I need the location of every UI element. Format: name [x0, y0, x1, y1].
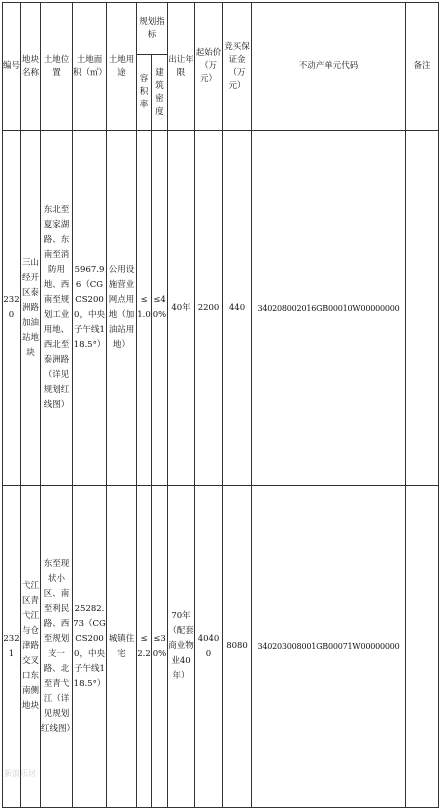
- cell-deposit: 8080: [223, 486, 252, 808]
- cell-location: 东至现状小区、南至利民路、西至规划支一路、北至青弋江（详见规划红线图）: [41, 486, 73, 808]
- cell-deposit: 440: [223, 131, 252, 486]
- cell-term: 40年: [168, 131, 195, 486]
- cell-remark: [406, 131, 439, 486]
- cell-use: 公用设施营业网点用地（加油站用地）: [107, 131, 137, 486]
- cell-start-price: 40400: [195, 486, 223, 808]
- header-num: 编号: [3, 3, 21, 131]
- cell-density: ≤30%: [152, 486, 168, 808]
- cell-term: 70年（配套商业物业40年）: [168, 486, 195, 808]
- cell-area: 25282.73（CGCS2000，中央子午线118.5°）: [73, 486, 107, 808]
- cell-density: ≤40%: [152, 131, 168, 486]
- cell-plot-ratio: ≤2.2: [137, 486, 152, 808]
- header-start-price: 起始价（万元）: [195, 3, 223, 131]
- header-remark: 备注: [406, 3, 439, 131]
- cell-num: 2320: [3, 131, 21, 486]
- cell-remark: [406, 486, 439, 808]
- header-deposit: 竞买保证金（万元）: [223, 3, 252, 131]
- header-density: 建筑密度: [152, 55, 168, 131]
- watermark: 新浪乐居: [4, 769, 36, 778]
- header-planning: 规划指标: [137, 3, 168, 55]
- cell-name: 弋江区青弋江与仓津路交叉口东南侧地块: [21, 486, 41, 808]
- header-use: 土地用途: [107, 3, 137, 131]
- cell-unit-code: 340203008001GB00071W00000000: [252, 486, 406, 808]
- header-area: 土地面积（㎡）: [73, 3, 107, 131]
- land-parcel-table: [2, 2, 439, 808]
- cell-unit-code: 340208002016GB00010W00000000: [252, 131, 406, 486]
- cell-area: 5967.96（CGCS2000，中央子午线118.5°）: [73, 131, 107, 486]
- header-unit-code: 不动产单元代码: [252, 3, 406, 131]
- cell-use: 城镇住宅: [107, 486, 137, 808]
- cell-plot-ratio: ≤1.0: [137, 131, 152, 486]
- table-row: [3, 131, 439, 486]
- cell-location: 东北至夏家湖路、东南至消防用地、西南至规划工业用地、西北至泰洲路（详见规划红线图）: [41, 131, 73, 486]
- header-plot-ratio: 容积率: [137, 55, 152, 131]
- cell-name: 三山经开区泰洲路加油站地块: [21, 131, 41, 486]
- header-location: 土地位置: [41, 3, 73, 131]
- cell-num: 2321: [3, 486, 21, 808]
- header-term: 出让年限: [168, 3, 195, 131]
- header-name: 地块名称: [21, 3, 41, 131]
- cell-start-price: 2200: [195, 131, 223, 486]
- table-row: [3, 486, 439, 808]
